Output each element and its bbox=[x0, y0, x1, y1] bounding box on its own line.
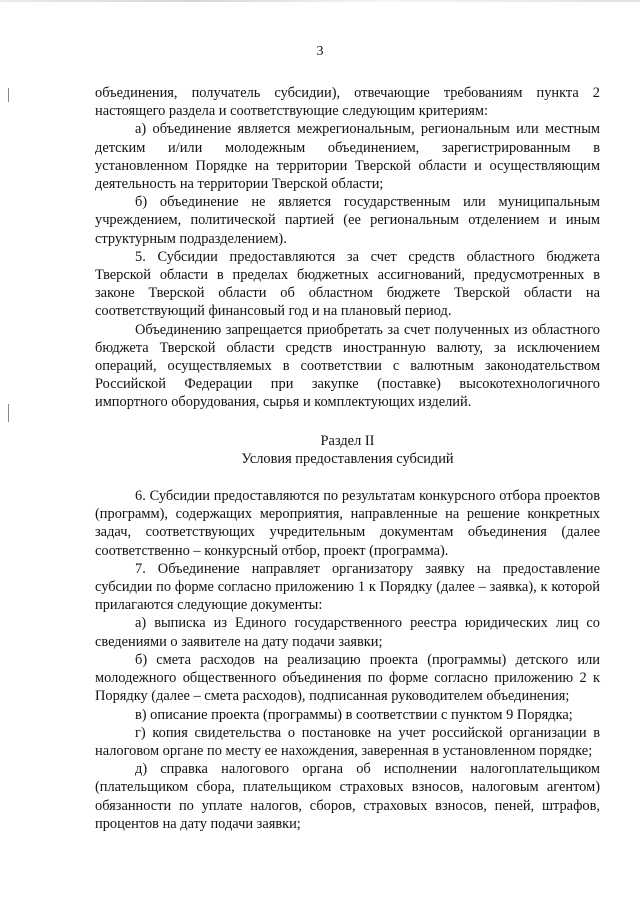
margin-scan-mark bbox=[8, 88, 9, 102]
paragraphs-top bbox=[95, 84, 600, 412]
page-number: 3 bbox=[316, 44, 324, 59]
paragraph: б) объединение не является государственным или муниципальным учреждением, политической партией (ее региональным отделением и иным структурным подразделением). bbox=[95, 194, 600, 247]
paragraphs-bottom bbox=[95, 487, 600, 833]
paragraph: 5. Субсидии предоставляются за счет средств областного бюджета Тверской области в пределах бюджетных ассигнований, предусмотренных в законе Тверской области об областном бюджете Тверской области на соответствующий финансовый год и на плановый период. bbox=[95, 248, 600, 320]
paragraph: б) смета расходов на реализацию проекта (программы) детского или молодежного общественного объединения по форме согласно приложению 2 к Порядку (далее – смета расходов), подписанная руководителем объединения; bbox=[95, 651, 600, 705]
paragraph: 6. Субсидии предоставляются по результатам конкурсного отбора проектов (программ), содержащих мероприятия, направленные на решение конкретных задач, соответствующих учредительным документам объединения (далее соответственно – конкурсный отбор, проект (программа). bbox=[95, 488, 600, 559]
paragraph: в) описание проекта (программы) в соответствии с пунктом 9 Порядка; bbox=[135, 706, 573, 723]
paragraph: Объединению запрещается приобретать за счет полученных из областного бюджета Тверской области средств иностранную валюту, за исключением операций, осуществляемых в соответствии с валютным законодательством Российской Федерации при закупке (поставке) высокотехнологичного импортного оборудования, сырья и комплектующих изделий. bbox=[95, 321, 600, 411]
paragraph: объединения, получатель субсидии), отвечающие требованиям пункта 2 настоящего раздела и соответствующие следующим критериям: bbox=[95, 85, 600, 120]
paragraph: 7. Объединение направляет организатору заявку на предоставление субсидии по форме согласно приложению 1 к Порядку (далее – заявка), к которой прилагаются следующие документы: bbox=[95, 560, 600, 614]
section-title: Условия предоставления субсидий bbox=[241, 450, 454, 467]
scan-edge-artifact bbox=[0, 0, 640, 2]
document-body bbox=[95, 84, 600, 833]
margin-scan-mark bbox=[8, 404, 9, 422]
paragraph: д) справка налогового органа об исполнении налогоплательщиком (плательщиком сбора, плательщиком страховых взносов, налоговым агентом) обязанности по уплате налогов, сборов, страховых взносов, пеней, штрафов, процентов на дату подачи заявки; bbox=[95, 761, 600, 832]
paragraph: г) копия свидетельства о постановке на учет российской организации в налоговом органе по месту ее нахождения, заверенная в установленном порядке; bbox=[95, 724, 600, 759]
paragraph: а) выписка из Единого государственного реестра юридических лиц со сведениями о заявителе на дату подачи заявки; bbox=[95, 615, 600, 650]
paragraph: а) объединение является межрегиональным, региональным или местным детским и/или молодежным объединением, зарегистрированным в установленном Порядке на территории Тверской области и осуществляющим деятельность на территории Тверской области; bbox=[95, 121, 600, 193]
section-label: Раздел II bbox=[320, 432, 375, 449]
